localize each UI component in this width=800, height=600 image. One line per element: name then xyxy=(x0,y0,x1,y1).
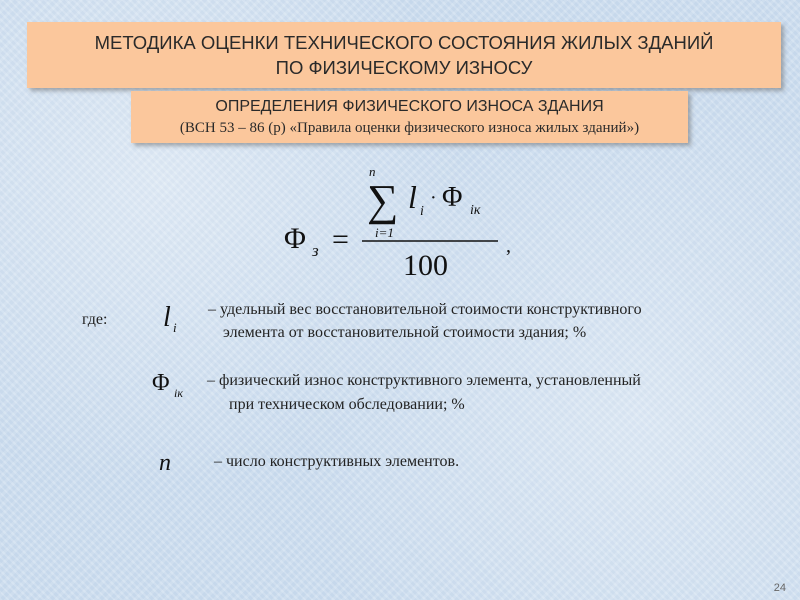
formula-dot: · xyxy=(430,187,437,209)
page-number: 24 xyxy=(773,582,786,594)
wear-formula xyxy=(270,160,540,285)
formula-term-phi-sub: iк xyxy=(470,203,481,218)
symbol-phi-ik xyxy=(150,366,195,402)
where-label: где: xyxy=(82,311,108,328)
symbol-l-letter: l xyxy=(163,302,171,333)
symbol-phi-subscript: iк xyxy=(174,386,183,400)
legend-item-2-line-2: при техническом обследовании; % xyxy=(229,396,465,413)
formula-lhs-phi: Φ xyxy=(284,222,306,255)
slide-subtitle-box xyxy=(131,91,688,143)
formula-equals: = xyxy=(332,223,349,256)
formula-term-phi: Φ xyxy=(442,182,463,213)
subtitle-heading: ОПРЕДЕЛЕНИЯ ФИЗИЧЕСКОГО ИЗНОСА ЗДАНИЯ xyxy=(215,98,604,115)
legend-item-2-line-1: – физический износ конструктивного элемента, установленный xyxy=(207,372,641,389)
formula-sum-symbol: ∑ xyxy=(367,176,399,225)
slide-title-box xyxy=(27,22,781,88)
formula-trailing-comma: , xyxy=(506,235,511,257)
slide-title-line-1: МЕТОДИКА ОЦЕНКИ ТЕХНИЧЕСКОГО СОСТОЯНИЯ ЖИЛЫХ ЗДАНИЙ xyxy=(94,32,714,53)
legend-item-1-line-1: – удельный вес восстановительной стоимости конструктивного xyxy=(208,301,642,318)
formula-denominator: 100 xyxy=(403,249,448,282)
slide-title-line-2: ПО ФИЗИЧЕСКОМУ ИЗНОСУ xyxy=(275,57,533,78)
formula-sum-upper: n xyxy=(369,164,376,179)
symbol-n xyxy=(156,448,186,478)
legend-item-1-line-2: элемента от восстановительной стоимости здания; % xyxy=(223,324,587,341)
subtitle-norm-reference: (ВСН 53 – 86 (р) «Правила оценки физического износа жилых зданий») xyxy=(179,120,640,136)
symbol-phi-letter: Φ xyxy=(152,370,170,396)
formula-lhs-subscript: з xyxy=(312,241,319,260)
symbol-l-subscript: i xyxy=(173,320,177,335)
formula-term-l: l xyxy=(408,179,417,215)
formula-term-l-sub: i xyxy=(420,204,424,219)
symbol-l-i xyxy=(158,300,188,336)
legend-item-3-line-1: – число конструктивных элементов. xyxy=(214,453,460,470)
symbol-n-letter: n xyxy=(159,450,171,476)
formula-sum-lower: i=1 xyxy=(375,225,394,240)
